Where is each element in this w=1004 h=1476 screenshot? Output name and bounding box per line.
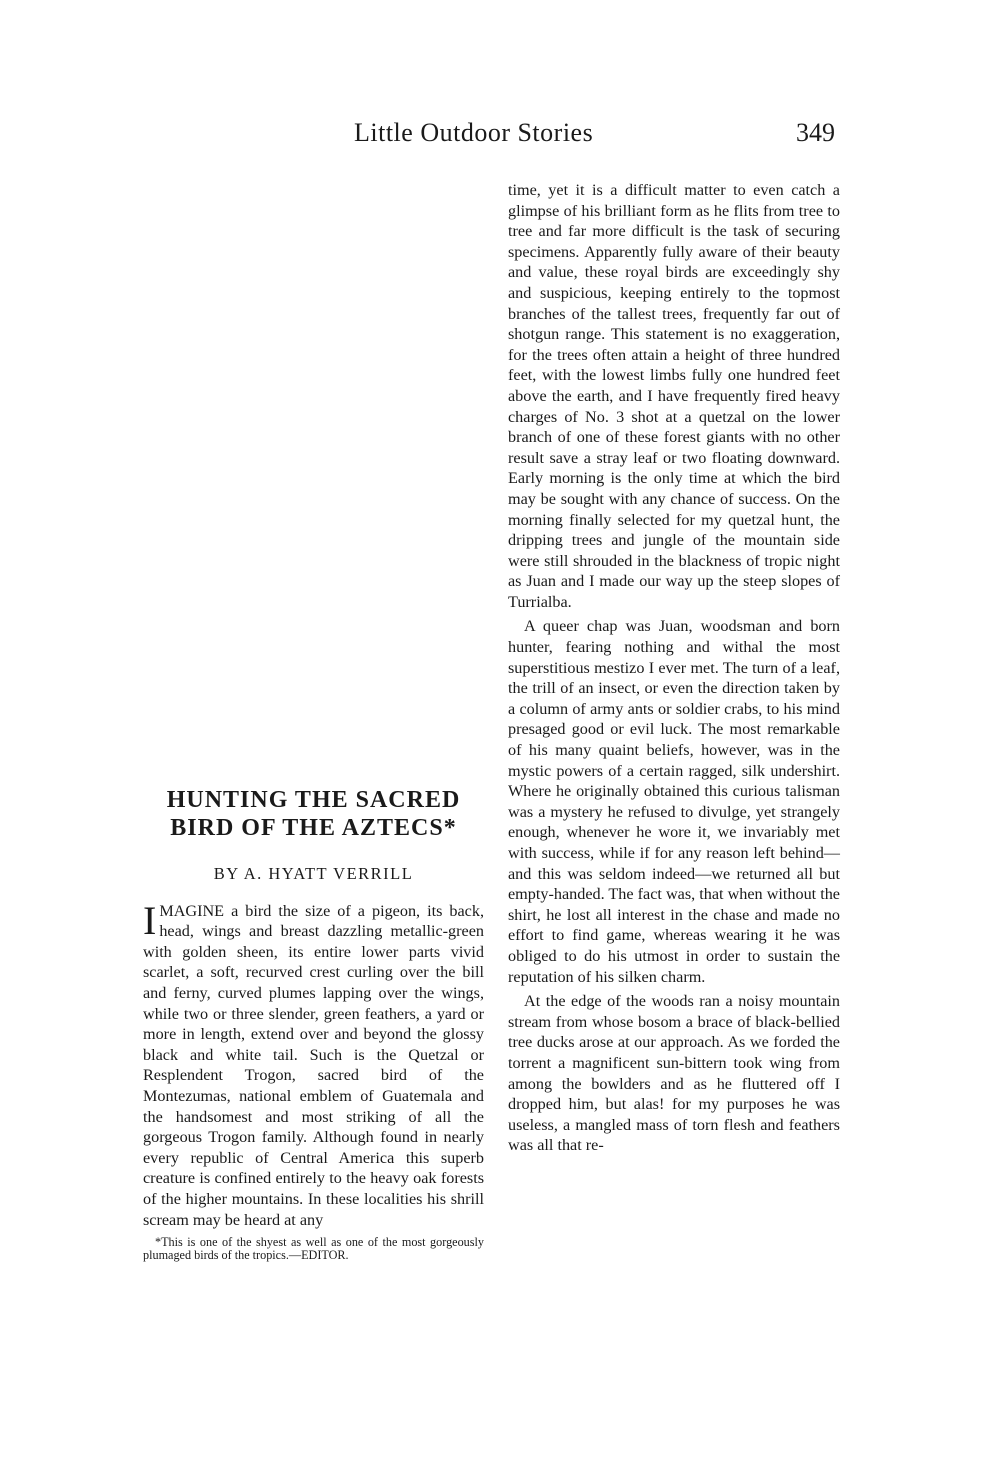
running-head-title: Little Outdoor Stories — [354, 118, 594, 147]
left-column — [143, 786, 484, 1261]
right-column — [508, 180, 840, 1156]
article-title-line-1: HUNTING THE SACRED — [166, 787, 461, 813]
page-number: 349 — [796, 118, 835, 147]
drop-cap: I — [143, 897, 157, 943]
lead-paragraph — [143, 897, 484, 1231]
footnote: *This is one of the shyest as well as one of the most gorgeously plumaged birds of the tropics.—EDITOR. — [143, 1235, 484, 1262]
article-title-line-2: BIRD OF THE AZTECS* — [170, 815, 457, 841]
body-paragraph: A queer chap was Juan, woodsman and born hunter, fearing nothing and withal the most superstitious mestizo I ever met. The turn of a leaf, the trill of an insect, or even the direction taken by a column of army ants or soldier crabs, to his mind presaged good or evil luck. The most remarkable of his many quaint beliefs, however, was in the mystic powers of a certain ragged, silk undershirt. Where he originally obtained this curious talisman was a mystery he refused to divulge, yet strangely enough, whenever he wore it, we invariably met with success, while if for any reason left behind— and this was seldom indeed—we returned all but empty-handed. The fact was, that when without the shirt, he lost all interest in the chase and made no effort to find game, whereas wearing it he was obliged to do his utmost in order to sustain the reputation of his silken charm. — [508, 617, 840, 986]
body-paragraph: At the edge of the woods ran a noisy mountain stream from whose bosom a brace of black-bellied tree ducks arose at our approach. As we forded the torrent a magnificent sun-bittern took wing from among the bowlders and as he fluttered off I dropped him, but alas! for my purposes he was useless, a mangled mass of torn flesh and feathers was all that re- — [508, 992, 840, 1155]
lead-paragraph-text: MAGINE a bird the size of a pigeon, its back, head, wings and breast dazzling metallic-green with golden sheen, its entire lower parts vivid scarlet, a soft, recurved crest curling over the bill and ferny, curved plumes lapping over the wings, while two or three slender, green feathers, a yard or more in length, extend over and beyond the glossy black and white tail. Such is the Quetzal or Resplendent Trogon, sacred bird of the Montezumas, national emblem of Guatemala and the handsomest and most striking of all the gorgeous Trogon family. Although found in nearly every republic of Central America this superb creature is confined entirely to the heavy oak forests of the higher mountains. In these localities his shrill scream may be heard at any — [143, 901, 484, 1229]
body-paragraph: time, yet it is a difficult matter to even catch a glimpse of his brilliant form as he flits from tree to tree and far more difficult is the task of securing specimens. Apparently fully aware of their beauty and value, these royal birds are exceedingly shy and suspicious, keeping entirely to the topmost branches of the tallest trees, frequently far out of shotgun range. This statement is no exaggeration, for the trees often attain a height of three hundred feet, with the lowest limbs fully one hundred feet above the earth, and I have frequently fired heavy charges of No. 3 shot at a quetzal on the lower branch of one of these forest giants with no other result save a stray leaf or two floating downward. Early morning is the only time at which the bird may be sought with any chance of success. On the morning finally selected for my quetzal hunt, the dripping trees and jungle of the mountain side were still shrouded in the blackness of tropic night as Juan and I made our way up the steep slopes of Turrialba. — [508, 181, 840, 611]
article-title — [143, 786, 484, 842]
byline: BY A. HYATT VERRILL — [213, 864, 414, 883]
